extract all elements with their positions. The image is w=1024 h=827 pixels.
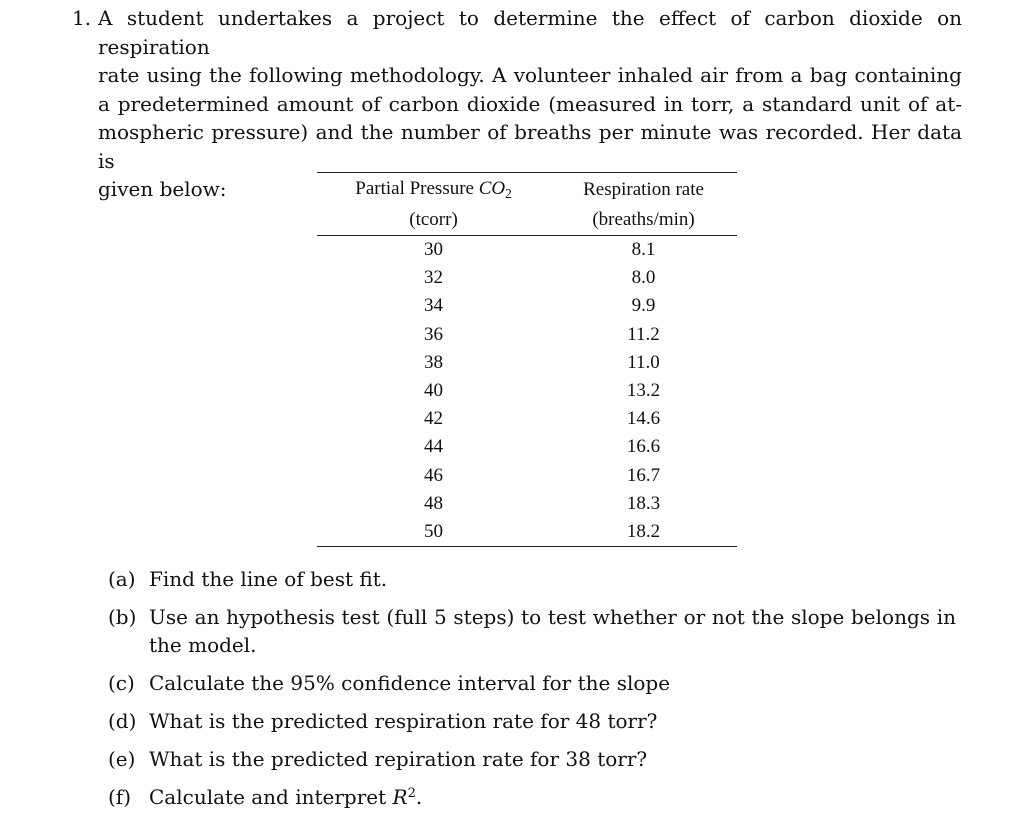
part-a [108,565,956,593]
table-row [317,321,737,349]
table-row [317,405,737,433]
part-e [108,745,956,773]
table-row [317,292,737,320]
r-superscript: 2 [407,785,416,801]
table-row [317,349,737,377]
pressure-cell: 48 [424,492,444,514]
pressure-cell: 34 [424,295,444,317]
problem-line: A student undertakes a project to determine the effect of carbon dioxide on respiration [98,6,962,59]
part-label: (f) [108,785,132,809]
pressure-cell: 40 [424,380,444,402]
question-parts [108,565,956,825]
col1-unit: (tcorr) [317,205,550,236]
data-table [317,172,737,547]
col2-header: Respiration rate [550,173,737,206]
table-row [317,518,737,547]
table-row [317,377,737,405]
part-text: What is the predicted respiration rate for 48 torr? [149,709,658,733]
part-label: (e) [108,747,136,771]
problem-line: a predetermined amount of carbon dioxide (measured in torr, a standard unit of at- [98,91,962,116]
pressure-cell: 38 [424,351,444,373]
rate-cell: 13.2 [626,380,661,402]
rate-cell: 11.2 [627,323,660,345]
problem-line: rate using the following methodology. A volunteer inhaled air from a bag containing [98,63,962,87]
pressure-cell: 42 [424,408,444,430]
r-symbol: R [392,785,408,809]
part-d [108,707,956,735]
pressure-cell: 32 [424,267,444,289]
rate-cell: 8.0 [631,267,656,289]
pressure-cell: 36 [424,323,444,345]
problem-line: given below: [98,177,227,201]
col2-unit: (breaths/min) [550,205,737,236]
table-row [317,433,737,461]
rate-cell: 9.9 [631,295,656,317]
table-row [317,236,737,265]
rate-cell: 18.3 [626,492,661,514]
table-row [317,462,737,490]
part-text: Calculate and interpret [149,785,393,809]
table-row [317,264,737,292]
part-label: (a) [108,567,136,591]
pressure-cell: 50 [317,518,550,547]
part-f [108,783,956,815]
rate-cell: 14.6 [626,408,661,430]
pressure-cell: 44 [424,436,444,458]
rate-cell: 18.2 [550,518,737,547]
part-label: (d) [108,709,137,733]
problem-number: 1. [72,6,92,30]
pressure-cell: 30 [424,239,444,260]
rate-cell: 16.7 [626,464,661,486]
part-c [108,669,956,697]
part-text: Use an hypothesis test (full 5 steps) to test whether or not the slope belongs in [149,605,956,629]
part-text: Calculate the 95% confidence interval for the slope [149,671,671,695]
pressure-cell: 46 [424,464,444,486]
table-body [317,236,737,547]
rate-cell: 8.1 [631,239,656,260]
co2-symbol: CO [478,178,506,199]
part-text: the model. [149,633,257,657]
part-text: What is the predicted repiration rate for 38 torr? [149,747,648,771]
rate-cell: 16.6 [626,436,661,458]
col1-header [317,173,550,206]
problem-line: mospheric pressure) and the number of breaths per minute was recorded. Her data is [98,120,962,173]
part-text-end: . [415,785,423,809]
table-row [317,490,737,518]
co2-subscript: 2 [505,185,512,201]
part-label: (b) [108,605,137,629]
part-b [108,603,956,659]
part-text: Find the line of best fit. [149,567,388,591]
rate-cell: 11.0 [627,351,660,373]
part-label: (c) [108,671,135,695]
col1-header-text: Partial Pressure [355,178,479,199]
